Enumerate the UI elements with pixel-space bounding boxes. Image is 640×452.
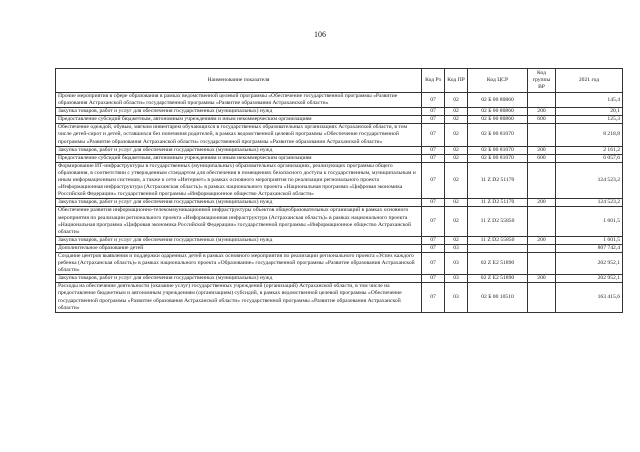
row-rz: 07 xyxy=(422,244,445,252)
table-row xyxy=(56,154,623,162)
budget-table xyxy=(55,68,623,313)
row-vr xyxy=(528,93,556,108)
row-amount: 202 952,1 xyxy=(556,252,623,274)
row-csr: 02 Z E2 51890 xyxy=(468,275,528,283)
row-csr: 11 Z D2 51170 xyxy=(468,162,528,198)
row-name: Дополнительное образование детей xyxy=(56,244,422,252)
header-rz: Код Рз xyxy=(422,69,445,93)
row-pr: 03 xyxy=(445,244,468,252)
row-csr: 11 Z D2 55850 xyxy=(468,207,528,236)
row-name: Обеспечение развития информационно-телекоммуникационной инфраструктуры объектов общеобразовательных организаций в рамках основного мероприятия по реализации регионального проекта «Информационная инфраструктура (Астраханская область)» в рамках национального проекта «Национальная программа «Цифровая экономика Российской Федерации» государственной программы «Информационное общество Астраханской области» xyxy=(56,207,422,236)
row-name: Закупка товаров, работ и услуг для обеспечения государственных (муниципальных) нужд xyxy=(56,108,422,116)
row-amount: 8 218,8 xyxy=(556,124,623,146)
row-rz: 07 xyxy=(422,275,445,283)
row-rz: 07 xyxy=(422,108,445,116)
row-csr xyxy=(468,244,528,252)
row-vr xyxy=(528,124,556,146)
header-name: Наименование показателя xyxy=(56,69,422,93)
row-rz: 07 xyxy=(422,252,445,274)
row-rz: 07 xyxy=(422,93,445,108)
row-pr: 02 xyxy=(445,116,468,124)
table-row xyxy=(56,116,623,124)
table-row xyxy=(56,93,623,108)
row-pr: 03 xyxy=(445,252,468,274)
row-amount: 163 415,6 xyxy=(556,283,623,312)
row-rz: 07 xyxy=(422,207,445,236)
row-pr: 02 xyxy=(445,108,468,116)
table-row xyxy=(56,283,623,312)
row-pr: 02 xyxy=(445,236,468,244)
table-row xyxy=(56,275,623,283)
row-amount: 124 523,2 xyxy=(556,162,623,198)
row-pr: 02 xyxy=(445,154,468,162)
row-vr xyxy=(528,207,556,236)
table-row xyxy=(56,244,623,252)
table-row xyxy=(56,162,623,198)
row-csr: 02 Б 00 81070 xyxy=(468,124,528,146)
row-rz: 07 xyxy=(422,199,445,207)
row-amount: 1 601,5 xyxy=(556,207,623,236)
row-pr: 03 xyxy=(445,283,468,312)
row-rz: 07 xyxy=(422,236,445,244)
row-name: Закупка товаров, работ и услуг для обеспечения государственных (муниципальных) нужд xyxy=(56,146,422,154)
row-vr: 200 xyxy=(528,146,556,154)
row-rz: 07 xyxy=(422,162,445,198)
table-row xyxy=(56,199,623,207)
row-pr: 02 xyxy=(445,199,468,207)
row-name: Формирование ИТ-инфраструктуры в государственных (муниципальных) образовательных организациях, реализующих программы общего образования, в соответствии с утвержденным стандартом для обеспечения в помещениях безопасного доступа к государственным, муниципальным и иным информационным системам, а также к сети «Интернет» в рамках основного мероприятия по реализации регионального проекта «Информационная инфраструктура (Астраханская область)» в рамках национального проекта «Национальная программа «Цифровая экономика Российской Федерации» государственной программы «Информационное общество Астраханской области» xyxy=(56,162,422,198)
row-name: Прочие мероприятия в сфере образования в рамках ведомственной целевой программы «Обеспечение государственной программы «Развитие образования Астраханской области» государственной программы «Развитие образования Астраханской области» xyxy=(56,93,422,108)
row-pr: 03 xyxy=(445,275,468,283)
row-csr: 11 Z D2 51170 xyxy=(468,199,528,207)
table-row xyxy=(56,108,623,116)
row-pr: 02 xyxy=(445,93,468,108)
row-csr: 02 Б 00 81070 xyxy=(468,154,528,162)
row-amount: 145,4 xyxy=(556,93,623,108)
row-name: Закупка товаров, работ и услуг для обеспечения государственных (муниципальных) нужд xyxy=(56,236,422,244)
row-vr: 200 xyxy=(528,108,556,116)
row-amount: 1 601,5 xyxy=(556,236,623,244)
row-amount: 807 742,4 xyxy=(556,244,623,252)
row-name: Предоставление субсидий бюджетным, автономным учреждениям и иным некоммерческим организациям xyxy=(56,154,422,162)
table-header-row xyxy=(56,69,623,93)
row-vr: 200 xyxy=(528,236,556,244)
row-name: Предоставление субсидий бюджетным, автономным учреждениям и иным некоммерческим организациям xyxy=(56,116,422,124)
row-amount: 202 952,1 xyxy=(556,275,623,283)
row-vr xyxy=(528,252,556,274)
row-amount: 125,3 xyxy=(556,116,623,124)
row-vr xyxy=(528,283,556,312)
page-number: 106 xyxy=(314,30,326,39)
row-amount: 20,1 xyxy=(556,108,623,116)
row-csr: 02 Z E2 51890 xyxy=(468,252,528,274)
row-pr: 02 xyxy=(445,162,468,198)
row-name: Обеспечение одеждой, обувью, мягким инвентарем обучающихся в государственных образовательных организациях Астраханской области, в том числе детей-сирот и детей, оставшихся без попечения родителей, в рамках ведомственной целевой программы «Обеспечение государственной программы «Развитие образования Астраханской области» государственной программы «Развитие образования Астраханской области» xyxy=(56,124,422,146)
row-vr: 600 xyxy=(528,154,556,162)
row-csr: 11 Z D2 55850 xyxy=(468,236,528,244)
row-pr: 02 xyxy=(445,207,468,236)
header-csr: Код ЦСР xyxy=(468,69,528,93)
row-amount: 6 057,6 xyxy=(556,154,623,162)
row-vr xyxy=(528,244,556,252)
row-name: Закупка товаров, работ и услуг для обеспечения государственных (муниципальных) нужд xyxy=(56,199,422,207)
row-csr: 02 Б 00 80860 xyxy=(468,93,528,108)
row-name: Расходы на обеспечение деятельности (оказание услуг) государственных учреждений (организаций) Астраханской области, в том числе на предоставление бюджетным и автономным учреждениям (организациям) субсидий, в рамках ведомственной целевой программы «Обеспечение государственной программы «Развитие образования Астраханской области» государственной программы «Развитие образования Астраханской области» xyxy=(56,283,422,312)
row-rz: 07 xyxy=(422,146,445,154)
table-row xyxy=(56,252,623,274)
row-name: Создание центров выявления и поддержки одаренных детей в рамках основного мероприятия по реализации регионального проекта «Успех каждого ребенка (Астраханская область)» в рамках национального проекта «Образование» государственной программы «Развитие образования Астраханской области» xyxy=(56,252,422,274)
row-csr: 02 Б 00 80860 xyxy=(468,108,528,116)
row-vr xyxy=(528,162,556,198)
row-rz: 07 xyxy=(422,154,445,162)
header-vr: Код группы ВР xyxy=(528,69,556,93)
row-pr: 02 xyxy=(445,146,468,154)
row-amount: 124 523,2 xyxy=(556,199,623,207)
header-year: 2021 год xyxy=(556,69,623,93)
row-rz: 07 xyxy=(422,124,445,146)
row-pr: 02 xyxy=(445,124,468,146)
row-rz: 07 xyxy=(422,116,445,124)
row-csr: 02 Б 00 10510 xyxy=(468,283,528,312)
row-vr: 200 xyxy=(528,275,556,283)
row-vr: 200 xyxy=(528,199,556,207)
table-row xyxy=(56,207,623,236)
header-pr: Код ПР xyxy=(445,69,468,93)
row-csr: 02 Б 00 81070 xyxy=(468,146,528,154)
table-row xyxy=(56,236,623,244)
row-vr: 600 xyxy=(528,116,556,124)
table-row xyxy=(56,146,623,154)
row-name: Закупка товаров, работ и услуг для обеспечения государственных (муниципальных) нужд xyxy=(56,275,422,283)
row-csr: 02 Б 00 80860 xyxy=(468,116,528,124)
row-rz: 07 xyxy=(422,283,445,312)
row-amount: 2 161,2 xyxy=(556,146,623,154)
table-row xyxy=(56,124,623,146)
